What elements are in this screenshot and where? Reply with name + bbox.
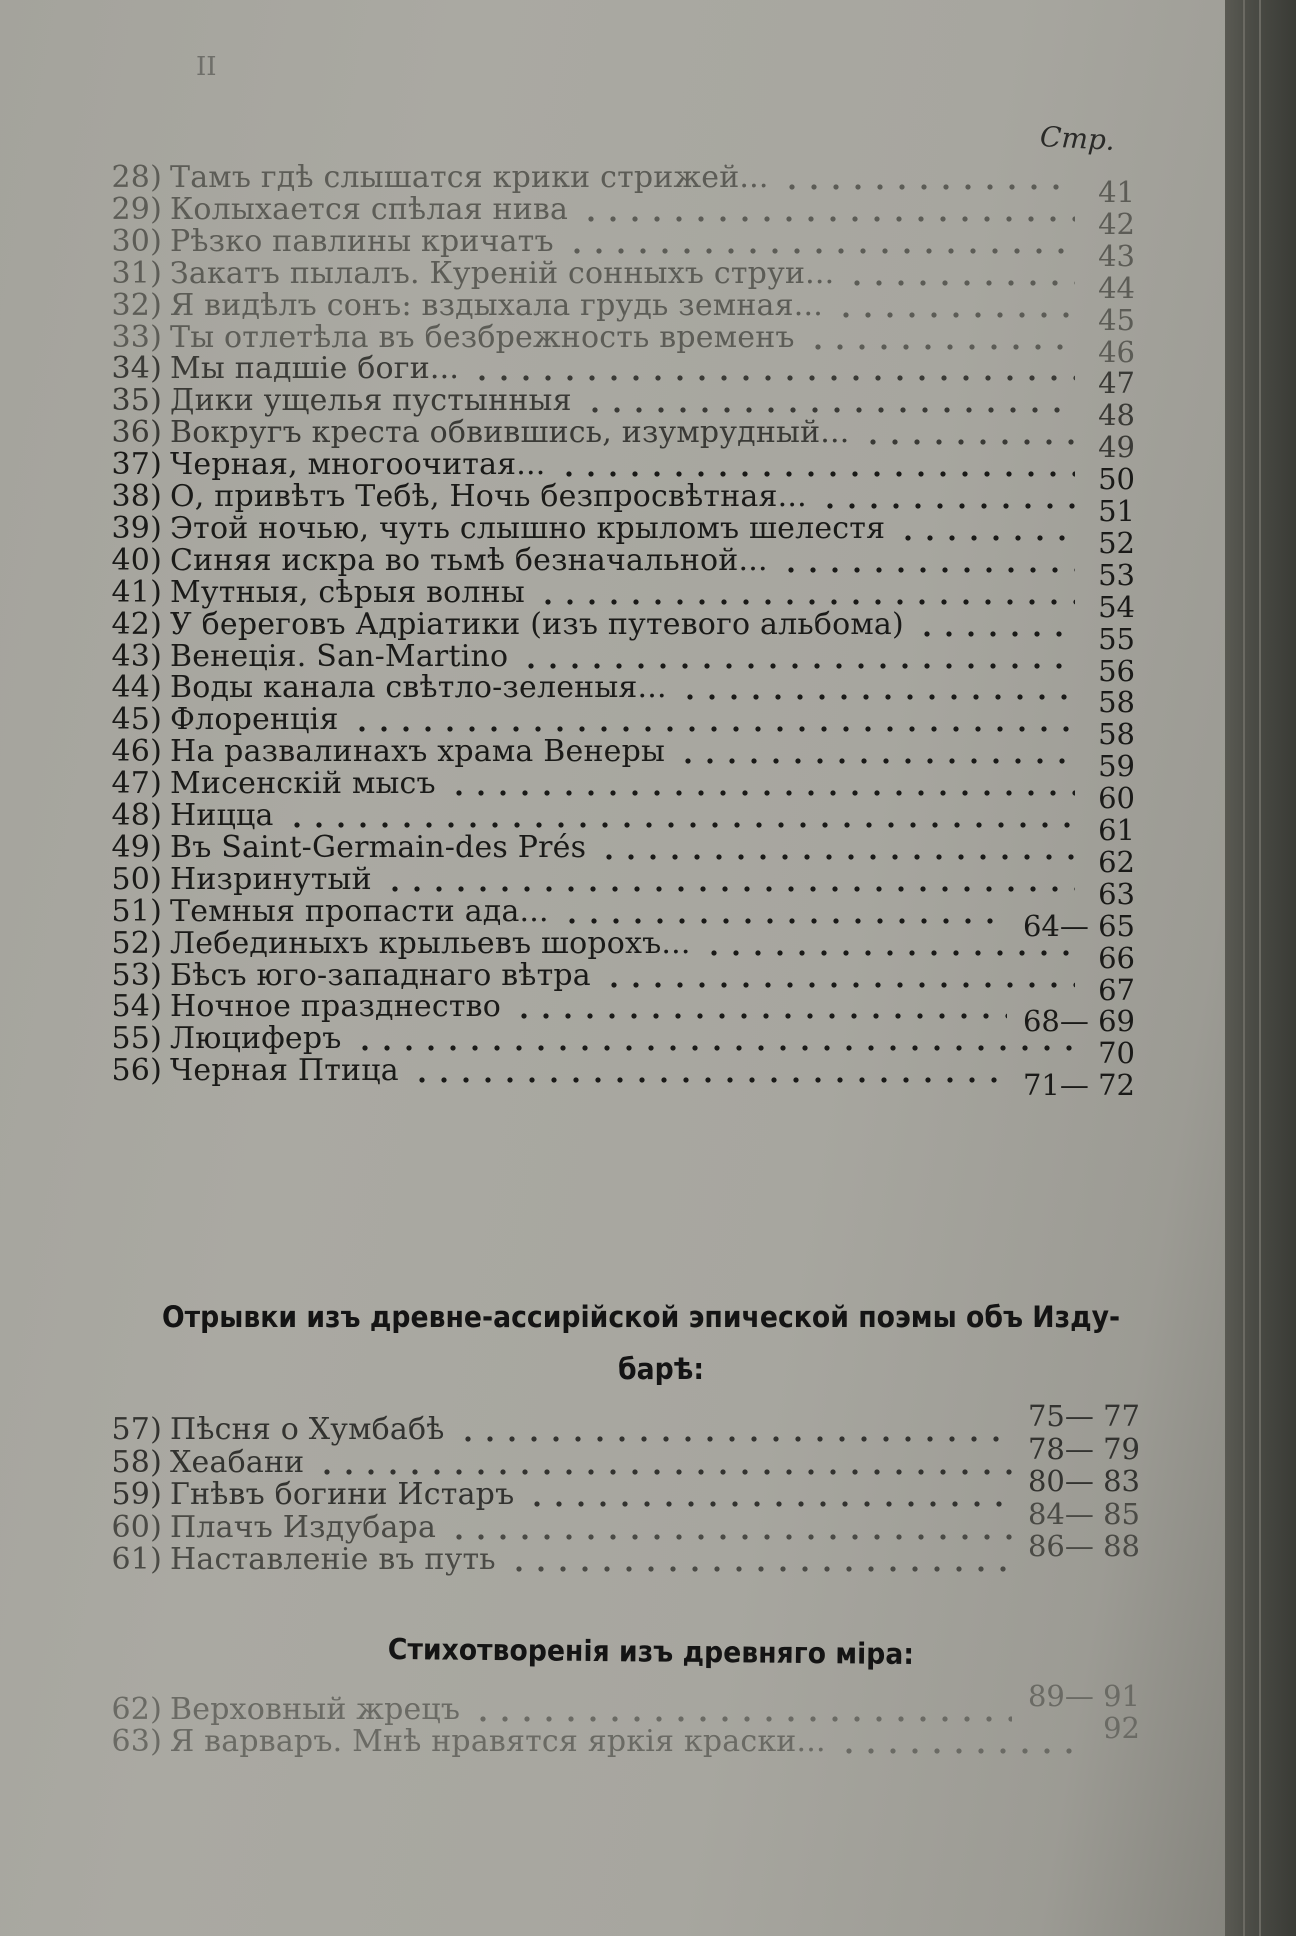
toc-entry-title: Низринутый (170, 861, 372, 897)
toc-entry-number: 58) (111, 1444, 162, 1480)
toc-page-ref: 61 (1098, 813, 1135, 847)
toc-entry-title: Этой ночью, чуть слышно крыломъ шелестя (170, 510, 886, 546)
toc-page-ref: 60 (1098, 781, 1135, 816)
dot-leader (513, 1013, 1007, 1019)
toc-entry-title: Люциферъ (170, 1021, 342, 1057)
toc-page-ref: 56 (1098, 653, 1135, 688)
dot-leader (448, 790, 1075, 796)
toc-entry-number: 34) (111, 351, 162, 387)
toc-entry-number: 43) (111, 638, 162, 674)
toc-row (100, 1529, 1140, 1578)
toc-entry-title: Я видѣлъ сонъ: вздыхала грудь земная... (170, 287, 823, 323)
toc-entry-number: 41) (111, 574, 162, 610)
toc-entry (100, 639, 508, 675)
toc-page-ref: 84— 85 (1027, 1496, 1140, 1531)
toc-row (100, 1053, 1135, 1103)
toc-row (100, 1679, 1140, 1728)
toc-page-ref: 92 (1103, 1711, 1140, 1745)
toc-entry-title: Мисенскій мысъ (170, 766, 436, 802)
toc-entry-number: 62) (111, 1692, 162, 1727)
toc-entry-title: Лебединыхъ крыльевъ шорохъ... (170, 925, 691, 961)
toc-entry-number: 36) (111, 415, 162, 451)
toc-entry (100, 894, 549, 930)
page-column-header: Стр. (1039, 120, 1116, 157)
toc-entry-title: Ночное празднество (170, 989, 502, 1025)
section-heading-assyrian: Отрывки изъ древне-ассирійской эпической поэмы объ Изду- (162, 1300, 1121, 1334)
dot-leader (384, 886, 1075, 892)
toc-page-ref: 52 (1098, 525, 1135, 560)
toc-entry-number: 61) (111, 1542, 162, 1577)
toc-entry-number: 32) (111, 287, 162, 323)
toc-entry-number: 63) (111, 1724, 162, 1759)
toc-page-ref: 71— 72 (1022, 1068, 1135, 1103)
toc-entry (100, 1692, 460, 1728)
toc-page-ref: 67 (1098, 972, 1135, 1007)
dot-leader (472, 1716, 1012, 1722)
toc-entry-title: О, привѣтъ Тебѣ, Ночь безпросвѣтная... (170, 479, 807, 514)
toc-page-ref: 53 (1098, 557, 1135, 592)
book-gutter (1225, 0, 1296, 1936)
toc-entry-title: Воды канала свѣтло-зеленыя... (170, 670, 667, 706)
toc-entry (100, 989, 501, 1025)
toc-entry (100, 447, 546, 483)
dot-leader (584, 407, 1075, 413)
dot-leader (566, 248, 1075, 254)
toc-row (100, 1399, 1140, 1448)
toc-entry (100, 1021, 342, 1057)
toc-entry-title: Дики ущелья пустынныя (170, 383, 572, 419)
toc-entry (100, 160, 769, 196)
toc-entry (100, 479, 807, 515)
dot-leader (316, 1469, 1012, 1475)
dot-leader (537, 599, 1075, 605)
toc-entry-number: 49) (111, 829, 162, 865)
toc-entry (100, 415, 850, 451)
toc-page-ref: 80— 83 (1027, 1464, 1140, 1498)
dot-leader (351, 726, 1075, 732)
toc-entry (100, 926, 691, 962)
toc-entry-title: Гнѣвъ богини Истаръ (170, 1477, 515, 1512)
toc-page-ref: 42 (1098, 206, 1135, 241)
toc-page-ref: 75— 77 (1027, 1399, 1140, 1433)
toc-entry (100, 288, 823, 324)
toc-entry (100, 862, 372, 898)
toc-page-ref: 86— 88 (1027, 1529, 1140, 1563)
toc-page-ref: 55 (1098, 621, 1135, 656)
toc-page-ref: 43 (1098, 238, 1135, 273)
toc-entry-number: 56) (111, 1053, 162, 1089)
toc-page-ref: 54 (1098, 589, 1135, 624)
toc-entry-title: Ты отлетѣла въ безбрежность временъ (170, 319, 795, 355)
toc-page-ref: 66 (1098, 940, 1135, 975)
toc-entry-title: На развалинахъ храма Венеры (170, 734, 666, 770)
toc-row (100, 1711, 1140, 1760)
toc-entry-title: Рѣзко павлины кричатъ (170, 223, 554, 259)
dot-leader (598, 854, 1075, 860)
toc-entry (100, 607, 904, 643)
toc-entry (100, 224, 554, 260)
toc-entry-title: Синяя искра во тьмѣ безначальной... (170, 542, 768, 578)
toc-entry-number: 46) (111, 734, 162, 770)
toc-entry-number: 29) (111, 191, 162, 227)
toc-entry-number: 60) (111, 1509, 162, 1545)
dot-leader (457, 1436, 1012, 1442)
toc-entry-title: Тамъ гдѣ слышатся крики стрижей... (170, 160, 769, 195)
toc-entry (100, 575, 525, 611)
toc-entry-number: 28) (111, 160, 162, 195)
toc-entry-number: 38) (111, 479, 162, 514)
toc-page-ref: 70 (1098, 1036, 1135, 1071)
toc-page-ref: 49 (1098, 430, 1135, 465)
toc-entry (100, 798, 274, 834)
toc-page-ref: 46 (1098, 334, 1135, 369)
dot-leader (520, 663, 1075, 669)
dot-leader (411, 1077, 1007, 1083)
toc-entry-title: Колыхается спѣлая нива (170, 191, 569, 227)
toc-entry-title: Вокругъ креста обвившись, изумрудный... (170, 415, 850, 451)
toc-page-ref: 45 (1098, 302, 1135, 337)
toc-entry (100, 1724, 826, 1760)
dot-leader (838, 1748, 1080, 1754)
toc-entry-title: Мутныя, сѣрыя волны (170, 574, 525, 610)
toc-entry-number: 52) (111, 925, 162, 961)
toc-entry (100, 256, 834, 292)
toc-entry-number: 37) (111, 447, 162, 483)
toc-entry-title: Хеабани (170, 1444, 305, 1480)
toc-entry-number: 42) (111, 606, 162, 642)
toc-entry-number: 30) (111, 223, 162, 259)
toc-entry-number: 31) (111, 255, 162, 291)
page-edge-line (1243, 0, 1245, 1936)
toc-entry-number: 40) (111, 542, 162, 578)
toc-page-ref: 50 (1098, 462, 1135, 497)
toc-entry (100, 351, 459, 387)
toc-page-ref: 58 (1098, 717, 1135, 752)
page-edge-line (1259, 0, 1261, 1936)
dot-leader (354, 1045, 1075, 1051)
toc-entry-number: 47) (111, 766, 162, 802)
dot-leader (508, 1566, 1012, 1572)
dot-leader (448, 1534, 1012, 1540)
toc-page-ref: 58 (1098, 685, 1135, 720)
dot-leader (471, 375, 1075, 381)
toc-row (100, 1464, 1140, 1513)
toc-entry-number: 51) (111, 893, 162, 929)
toc-entry (100, 192, 568, 228)
toc-entry-title: Венеція. San-Martino (170, 638, 509, 674)
toc-entry-number: 39) (111, 510, 162, 546)
toc-entry-number: 59) (111, 1477, 162, 1512)
toc-entry-title: Черная, многоочитая... (170, 447, 546, 483)
toc-page-ref: 51 (1098, 494, 1135, 528)
toc-entry (100, 1053, 399, 1089)
toc-entry-number: 53) (111, 957, 162, 993)
toc-page-ref: 63 (1098, 876, 1135, 911)
dot-leader (561, 918, 1007, 924)
toc-entry (100, 958, 591, 994)
toc-entry-title: У береговъ Адріатики (изъ путевого альбома) (170, 606, 904, 642)
toc-entry-number: 57) (111, 1412, 162, 1447)
toc-entry (100, 1510, 436, 1546)
toc-entry-number: 48) (111, 798, 162, 833)
dot-leader (558, 471, 1075, 477)
toc-entry-title: Черная Птица (170, 1053, 399, 1089)
toc-entry-title: Я варваръ. Мнѣ нравятся яркія краски... (170, 1724, 826, 1759)
toc-entry (100, 1445, 304, 1481)
page-number: II (196, 52, 217, 82)
toc-entry-number: 50) (111, 861, 162, 897)
toc-page-ref: 62 (1098, 844, 1135, 879)
toc-entry-title: Бѣсъ юго-западнаго вѣтра (170, 957, 591, 993)
dot-leader (580, 216, 1075, 222)
toc-entry-title: Плачъ Издубара (170, 1509, 437, 1545)
toc-entry-title: Наставленіе въ путь (170, 1542, 496, 1577)
toc-page-ref: 44 (1098, 270, 1135, 305)
toc-entry (100, 1477, 514, 1513)
toc-entry (100, 320, 795, 356)
toc-entry-number: 54) (111, 989, 162, 1025)
toc-entry-number: 55) (111, 1021, 162, 1057)
toc-entry-title: Верховный жрецъ (170, 1692, 461, 1727)
toc-entry-number: 44) (111, 670, 162, 706)
toc-entry (100, 511, 885, 547)
toc-entry (100, 766, 436, 802)
dot-leader (603, 982, 1075, 988)
toc-row (100, 1496, 1140, 1546)
toc-entry-title: Флоренція (170, 702, 339, 738)
toc-row (100, 1431, 1140, 1481)
toc-entry-title: Закатъ пылалъ. Куреній сонныхъ струи... (170, 255, 835, 291)
toc-page-ref: 48 (1098, 398, 1135, 433)
toc-entry (100, 702, 339, 738)
toc-page-ref: 59 (1098, 749, 1135, 784)
toc-entry-title: Въ Saint-Germain-des Prés (170, 829, 587, 865)
toc-entry-title: Ницца (170, 798, 274, 833)
toc-entry (100, 543, 768, 579)
toc-entry (100, 670, 667, 706)
toc-page-ref: 64— 65 (1022, 908, 1135, 943)
toc-entry-title: Темныя пропасти ада... (170, 893, 549, 929)
toc-page-ref: 89— 91 (1027, 1679, 1140, 1713)
toc-entry-number: 35) (111, 383, 162, 419)
toc-entry (100, 383, 572, 419)
toc-entry-number: 45) (111, 702, 162, 738)
toc-page-ref: 78— 79 (1027, 1431, 1140, 1466)
toc-entry-title: Пѣсня о Хумбабѣ (170, 1412, 445, 1447)
dot-leader (526, 1501, 1012, 1507)
dot-leader (286, 822, 1075, 828)
toc-entry (100, 1412, 445, 1448)
toc-entry (100, 830, 586, 866)
section-heading-assyrian-continued: барѣ: (618, 1352, 705, 1386)
toc-entry-number: 33) (111, 319, 162, 355)
toc-page-ref: 47 (1098, 366, 1135, 401)
section-heading-ancient-world: Стихотворенія изъ древняго міра: (387, 1632, 915, 1671)
toc-entry-title: Мы падшіе боги... (170, 351, 460, 387)
toc-entry (100, 1542, 496, 1578)
toc-page-ref: 41 (1098, 175, 1135, 209)
toc-page-ref: 68— 69 (1022, 1004, 1135, 1039)
toc-entry (100, 734, 665, 770)
